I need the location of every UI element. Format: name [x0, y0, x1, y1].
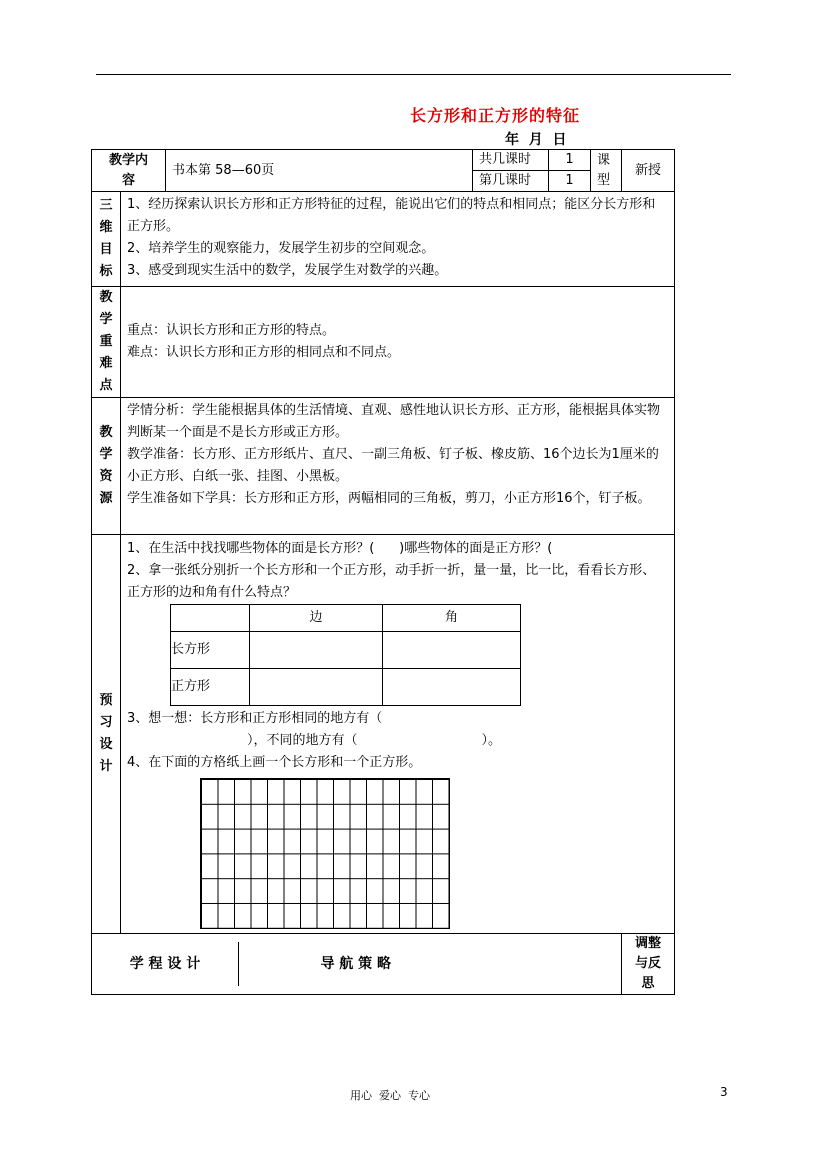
lesson-plan-table	[91, 149, 675, 995]
date-line: 年 月 日	[505, 132, 567, 148]
goal-item: 3、感受到现实生活中的数学，发展学生对数学的兴趣。	[127, 263, 448, 278]
question-3-line2: ），不同的地方有（ ）。	[247, 733, 501, 748]
difficulty-text: 难点：认识长方形和正方形的相同点和不同点。	[127, 345, 401, 360]
content-label: 教学内容	[92, 150, 166, 192]
resource-item: 教学准备：长方形、正方形纸片、直尺、一副三角板、钉子板、橡皮筋、16个边长为1厘米的小正方形、白纸一张、挂图、小黑板。	[127, 447, 659, 484]
bottom-row	[92, 934, 473, 995]
row-label-rectangle: 长方形	[171, 632, 250, 669]
question-4: 4、在下面的方格纸上画一个长方形和一个正方形。	[127, 755, 422, 770]
answer-cell[interactable]	[383, 669, 521, 706]
goals-content	[121, 192, 675, 287]
answer-cell[interactable]	[250, 632, 383, 669]
preview-label: 预习设计	[92, 535, 121, 934]
column-header-angle: 角	[383, 605, 521, 632]
sides-angles-table	[170, 604, 521, 706]
resources-label: 教学资源	[92, 398, 121, 535]
header-rule	[96, 74, 731, 75]
total-lessons-label: 共几课时	[473, 150, 549, 171]
resource-item: 学情分析：学生能根据具体的生活情境、直观、感性地认识长方形、正方形，能根据具体实物判断某一个面是不是长方形或正方形。	[127, 403, 661, 440]
content-value: 书本第 58—60页	[166, 150, 473, 192]
answer-cell[interactable]	[250, 669, 383, 706]
goals-label: 三维目标	[92, 192, 121, 287]
strategy-spacer	[473, 934, 622, 995]
strategy-header: 导 航 策 略	[320, 956, 392, 972]
lesson-type-value: 新授	[622, 150, 675, 192]
question-3-line1: 3、想一想：长方形和正方形相同的地方有（	[127, 711, 383, 726]
graph-paper-grid[interactable]	[200, 778, 450, 929]
adjust-header: 调整与反思	[622, 934, 675, 995]
design-header: 学 程 设 计	[92, 942, 239, 986]
focus-text: 重点：认识长方形和正方形的特点。	[127, 323, 336, 338]
preview-content	[121, 535, 675, 934]
nth-lesson-label: 第几课时	[473, 171, 549, 192]
resources-content	[121, 398, 675, 535]
resource-item: 学生准备如下学具：长方形和正方形，两幅相同的三角板，剪刀，小正方形16个，钉子板。	[127, 491, 651, 506]
lesson-type-label: 课型	[591, 150, 622, 192]
page-number: 3	[720, 1085, 728, 1099]
goal-item: 1、经历探索认识长方形和正方形特征的过程，能说出它们的特点和相同点；能区分长方形和正方形。	[127, 197, 656, 234]
key-points-label: 教学重难点	[92, 287, 121, 398]
row-label-square: 正方形	[171, 669, 250, 706]
answer-cell[interactable]	[383, 632, 521, 669]
footer-motto: 用心 爱心 专心	[350, 1089, 430, 1102]
corner-cell	[171, 605, 250, 632]
key-points-content	[121, 287, 675, 398]
question-2: 2、拿一张纸分别折一个长方形和一个正方形，动手折一折，量一量，比一比，看看长方形、正方形的边和角有什么特点？	[127, 563, 656, 600]
total-lessons-value: 1	[549, 150, 591, 171]
page-title: 长方形和正方形的特征	[410, 106, 581, 125]
nth-lesson-value: 1	[549, 171, 591, 192]
goal-item: 2、培养学生的观察能力，发展学生初步的空间观念。	[127, 241, 435, 256]
question-1: 1、在生活中找找哪些物体的面是长方形？( )哪些物体的面是正方形？(	[127, 541, 553, 556]
column-header-side: 边	[250, 605, 383, 632]
